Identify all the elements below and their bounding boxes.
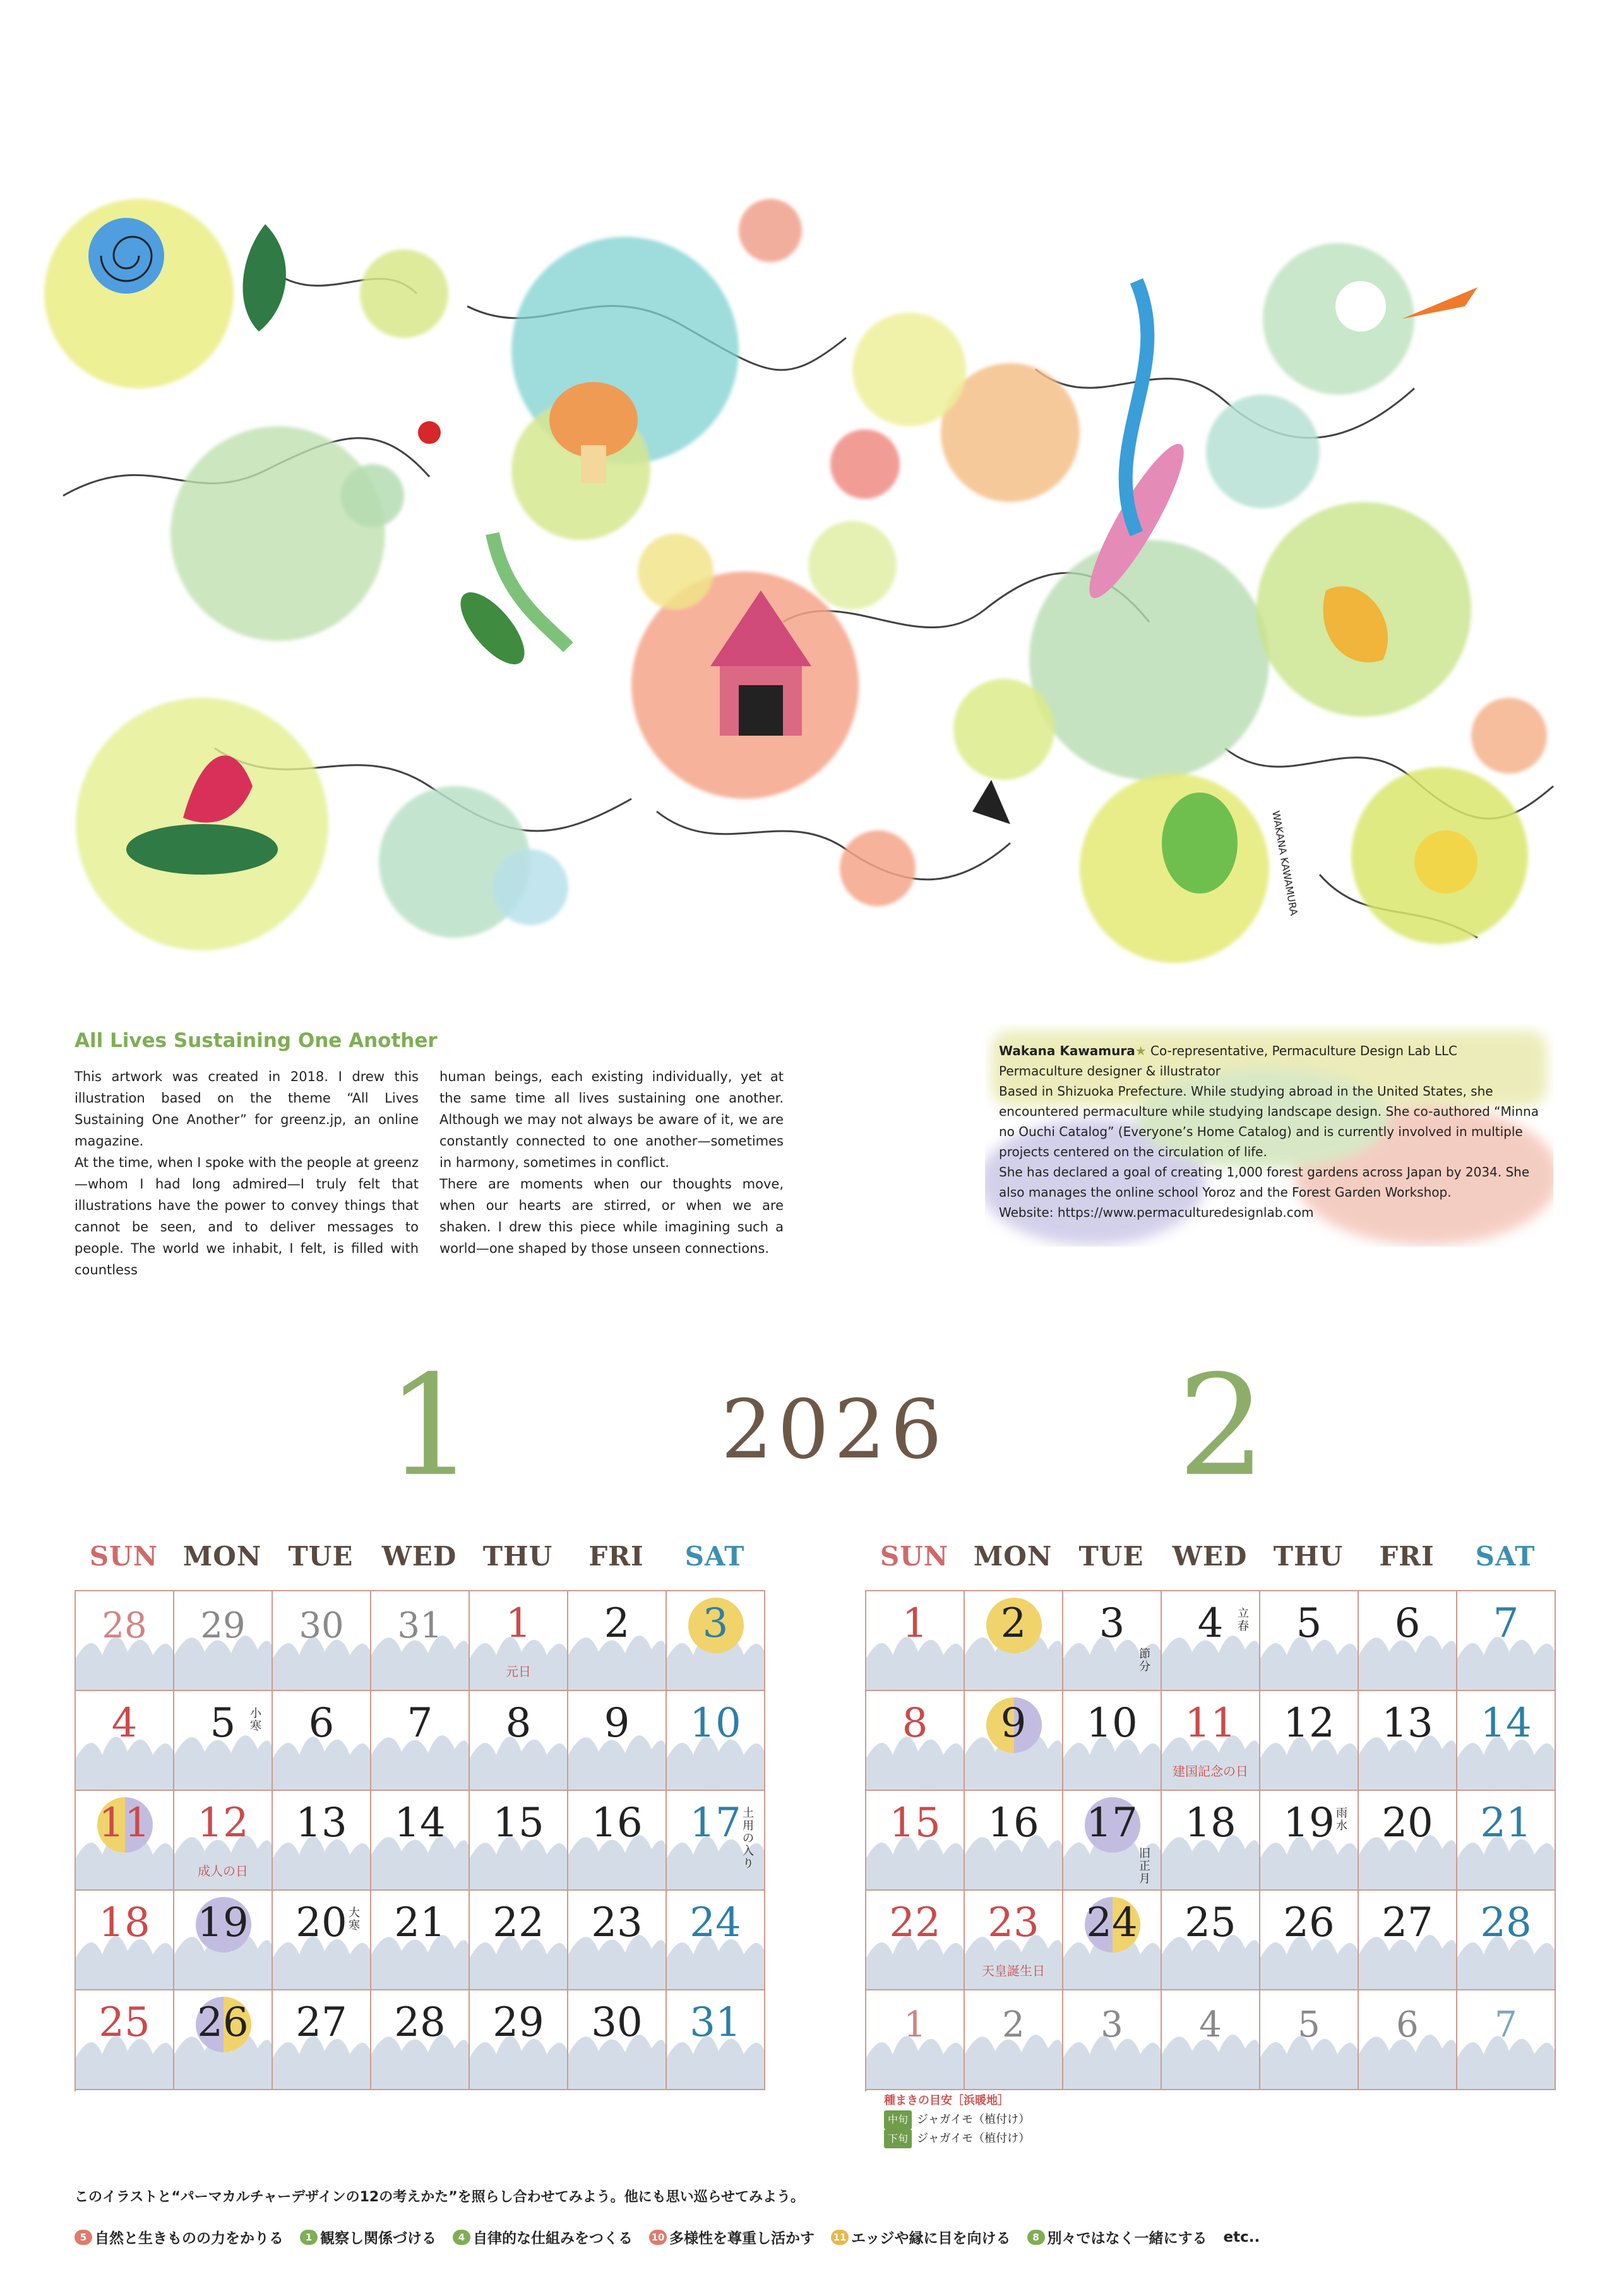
day-cell <box>273 1891 371 1990</box>
day-number: 31 <box>397 1605 443 1646</box>
day-number: 20 <box>1382 1800 1433 1846</box>
day-cell <box>1162 1591 1260 1691</box>
calendar-january <box>75 1541 764 2046</box>
day-cell <box>174 1591 273 1691</box>
seasonal-term-label: 小寒 <box>250 1707 261 1733</box>
author-goal: She has declared a goal of creating 1,000 forest gardens across Japan by 2034. She also manages the online school Yoroz and the Forest Garden Workshop. <box>999 1164 1530 1200</box>
weekday-sun: SUN <box>89 1541 158 1572</box>
weekday-sun: SUN <box>880 1541 949 1572</box>
seasonal-term-label: 雨水 <box>1336 1807 1347 1833</box>
weekday-header <box>75 1541 764 1579</box>
day-number: 4 <box>111 1700 138 1747</box>
seed-guide-title: 種まきの目安［浜暖地］ <box>884 2094 1009 2107</box>
weekday-sat: SAT <box>684 1541 745 1572</box>
day-cell <box>667 1990 765 2090</box>
seed-guide <box>884 2091 1030 2148</box>
day-cell <box>273 1591 371 1691</box>
day-number: 14 <box>1480 1700 1532 1747</box>
day-cell <box>667 1691 765 1791</box>
day-number: 7 <box>1493 1600 1519 1647</box>
principle-item <box>453 2227 633 2247</box>
author-name: Wakana Kawamura <box>999 1043 1135 1058</box>
day-number: 2 <box>1002 2004 1025 2045</box>
article-column-1 <box>75 1066 419 1281</box>
day-number: 6 <box>308 1700 335 1747</box>
weekday-thu: THU <box>1273 1541 1344 1572</box>
day-cell <box>1457 1990 1556 2090</box>
day-number: 29 <box>200 1605 246 1646</box>
day-number: 7 <box>407 1700 433 1747</box>
day-number: 31 <box>690 1999 741 2046</box>
day-number: 21 <box>1480 1800 1532 1846</box>
day-number: 19 <box>197 1899 249 1946</box>
weekday-header <box>865 1541 1555 1579</box>
day-cell <box>1162 1891 1260 1990</box>
day-number: 23 <box>591 1899 643 1946</box>
day-cell <box>667 1791 765 1891</box>
seasonal-term-label: 大寒 <box>349 1906 360 1932</box>
day-cell <box>667 1891 765 1990</box>
day-number: 22 <box>889 1899 941 1946</box>
day-cell <box>76 1691 174 1791</box>
principle-item <box>300 2227 436 2247</box>
day-number: 4 <box>1199 2004 1222 2045</box>
day-number: 1 <box>505 1600 532 1647</box>
day-number: 17 <box>1086 1800 1138 1846</box>
day-number: 8 <box>505 1700 532 1747</box>
day-cell <box>866 1891 965 1990</box>
svg-text:WAKANA KAWAMURA: WAKANA KAWAMURA <box>1270 810 1300 917</box>
principle-number-badge: 8 <box>1027 2230 1045 2245</box>
day-cell <box>1063 1891 1162 1990</box>
day-cell <box>174 1891 273 1990</box>
day-number: 15 <box>889 1800 941 1846</box>
day-number: 23 <box>988 1899 1039 1946</box>
holiday-label: 元日 <box>506 1664 531 1679</box>
seasonal-term-label: 旧正月 <box>1139 1847 1150 1886</box>
day-cell <box>470 1891 568 1990</box>
date-grid <box>865 1590 1556 2091</box>
day-cell <box>174 1791 273 1891</box>
day-cell <box>1260 1891 1359 1990</box>
principle-item <box>649 2227 815 2247</box>
author-role-2: Permaculture designer & illustrator <box>999 1063 1221 1079</box>
article-paragraph: human beings, each existing individually, yet at the same time all lives sustaining one another. Although we may not always be aware of it, we are constantly connected to one another—sometimes in harmony, sometimes in conflict. <box>439 1069 784 1170</box>
day-number: 13 <box>296 1800 347 1846</box>
day-cell <box>1457 1791 1556 1891</box>
day-number: 10 <box>1086 1700 1138 1747</box>
principle-item <box>1027 2227 1207 2247</box>
principle-item <box>1224 2227 1260 2247</box>
principle-number-badge: 10 <box>649 2230 667 2245</box>
day-cell <box>568 1591 667 1691</box>
weekday-mon: MON <box>973 1541 1053 1572</box>
day-number: 7 <box>1495 2004 1517 2045</box>
principle-item <box>75 2227 284 2247</box>
day-number: 28 <box>394 1999 446 2046</box>
principle-text: エッジや縁に目を向ける <box>851 2230 1011 2247</box>
day-number: 3 <box>1101 2004 1123 2045</box>
day-number: 30 <box>591 1999 643 2046</box>
author-bio <box>999 1041 1542 1223</box>
day-cell <box>1260 1990 1359 2090</box>
principle-number-badge: 11 <box>831 2230 849 2245</box>
weekday-thu: THU <box>482 1541 553 1572</box>
author-description: Based in Shizuoka Prefecture. While studying abroad in the United States, she encountered permaculture while studying landscape design. She co-authored “Minna no Ouchi Catalog” (Everyone’s Home Catalog) and is currently involved in multiple projects centered on the circulation of life. <box>999 1084 1539 1159</box>
holiday-label: 建国記念の日 <box>1173 1764 1248 1779</box>
day-cell <box>273 1791 371 1891</box>
day-number: 20 <box>296 1899 347 1946</box>
day-cell <box>174 1691 273 1791</box>
footer-prompt: このイラストと“パーマカルチャーデザインの12の考えかた”を照らし合わせてみよう。他にも思い巡らせてみよう。 <box>75 2189 805 2205</box>
weekday-wed: WED <box>1172 1541 1248 1572</box>
day-cell <box>1162 1691 1260 1791</box>
day-cell <box>470 1791 568 1891</box>
article-paragraph: At the time, when I spoke with the people at greenz—whom I had long admired—I truly felt that illustrations have the power to convey things that cannot be seen, and to deliver messages to people. The world we inhabit, I felt, is filled with countless <box>75 1155 419 1277</box>
author-website[interactable]: Website: https://www.permaculturedesignlab.com <box>999 1205 1314 1220</box>
day-cell <box>174 1990 273 2090</box>
day-cell <box>1162 1990 1260 2090</box>
day-number: 2 <box>1000 1600 1027 1647</box>
day-number: 16 <box>988 1800 1039 1846</box>
day-number: 26 <box>1283 1899 1335 1946</box>
principles-list <box>75 2227 1260 2247</box>
seed-item: ジャガイモ（植付け） <box>917 2132 1030 2145</box>
seasonal-term-label: 土用の入り <box>743 1807 754 1870</box>
day-number: 25 <box>1185 1899 1236 1946</box>
day-cell <box>1063 1990 1162 2090</box>
day-cell <box>1359 1791 1457 1891</box>
day-number: 11 <box>99 1800 150 1846</box>
year-heading: 2026 <box>721 1383 947 1477</box>
day-number: 26 <box>197 1999 249 2046</box>
weekday-tue: TUE <box>1078 1541 1144 1572</box>
article-column-2 <box>439 1066 784 1259</box>
day-cell <box>965 1591 1063 1691</box>
day-cell <box>76 1990 174 2090</box>
day-number: 30 <box>299 1605 344 1646</box>
calendar-february <box>865 1541 1555 2045</box>
day-cell <box>866 1791 965 1891</box>
day-number: 17 <box>690 1800 741 1846</box>
day-number: 27 <box>1382 1899 1433 1946</box>
weekday-fri: FRI <box>1379 1541 1435 1572</box>
day-number: 13 <box>1382 1700 1433 1747</box>
day-cell <box>1457 1591 1556 1691</box>
day-cell <box>965 1791 1063 1891</box>
day-cell <box>371 1691 470 1791</box>
day-number: 22 <box>493 1899 544 1946</box>
day-cell <box>866 1591 965 1691</box>
day-number: 28 <box>1480 1899 1532 1946</box>
day-number: 5 <box>210 1700 236 1747</box>
day-number: 1 <box>904 2004 926 2045</box>
day-cell <box>866 1990 965 2090</box>
day-cell <box>371 1990 470 2090</box>
day-cell <box>965 1990 1063 2090</box>
day-cell <box>568 1891 667 1990</box>
principle-number-badge: 4 <box>453 2230 470 2245</box>
principle-text: 自然と生きものの力をかりる <box>95 2230 284 2247</box>
day-number: 5 <box>1298 2004 1320 2045</box>
day-number: 6 <box>1394 1600 1421 1647</box>
principle-number-badge: 5 <box>75 2230 92 2245</box>
day-cell <box>1260 1791 1359 1891</box>
day-number: 16 <box>591 1800 643 1846</box>
day-number: 27 <box>296 1999 347 2046</box>
article-title: All Lives Sustaining One Another <box>75 1029 438 1052</box>
day-cell <box>273 1691 371 1791</box>
weekday-sat: SAT <box>1475 1541 1536 1572</box>
day-cell <box>1260 1591 1359 1691</box>
day-number: 6 <box>1396 2004 1419 2045</box>
day-cell <box>1359 1990 1457 2090</box>
day-number: 9 <box>1000 1700 1027 1747</box>
weekday-fri: FRI <box>588 1541 644 1572</box>
day-number: 24 <box>690 1899 741 1946</box>
illustration <box>25 180 1572 979</box>
day-number: 21 <box>394 1899 446 1946</box>
seasonal-term-label: 節分 <box>1139 1648 1150 1673</box>
day-cell <box>1457 1691 1556 1791</box>
day-cell <box>568 1791 667 1891</box>
day-number: 3 <box>702 1600 729 1647</box>
day-cell <box>1457 1891 1556 1990</box>
day-number: 8 <box>902 1700 928 1747</box>
day-number: 28 <box>102 1605 147 1646</box>
day-cell <box>470 1691 568 1791</box>
seed-badge-late: 下旬 <box>884 2129 912 2148</box>
day-cell <box>1063 1791 1162 1891</box>
day-cell <box>667 1591 765 1691</box>
day-number: 29 <box>493 1999 544 2046</box>
day-number: 11 <box>1185 1700 1236 1747</box>
day-number: 14 <box>394 1800 446 1846</box>
article-paragraph: This artwork was created in 2018. I drew this illustration based on the theme “All Lives Sustaining One Another” for greenz.jp, an online magazine. <box>75 1069 419 1149</box>
day-cell <box>568 1990 667 2090</box>
day-number: 2 <box>604 1600 630 1647</box>
seasonal-term-label: 立春 <box>1238 1607 1249 1633</box>
holiday-label: 成人の日 <box>198 1863 248 1879</box>
principle-text: 観察し関係づける <box>320 2230 436 2247</box>
day-cell <box>1162 1791 1260 1891</box>
day-cell <box>76 1891 174 1990</box>
principle-number-badge: 1 <box>300 2230 318 2245</box>
weekday-wed: WED <box>381 1541 457 1572</box>
day-number: 12 <box>1283 1700 1335 1747</box>
day-number: 3 <box>1099 1600 1125 1647</box>
day-number: 5 <box>1296 1600 1322 1647</box>
day-cell <box>1359 1591 1457 1691</box>
principle-text: 別々ではなく一緒にする <box>1047 2230 1207 2247</box>
principle-text: etc.. <box>1223 2228 1260 2246</box>
seed-item: ジャガイモ（植付け） <box>917 2113 1030 2126</box>
day-number: 19 <box>1283 1800 1335 1846</box>
day-number: 10 <box>690 1700 741 1747</box>
day-cell <box>371 1791 470 1891</box>
day-cell <box>273 1990 371 2090</box>
month-1-heading: 1 <box>386 1345 475 1507</box>
day-cell <box>1063 1591 1162 1691</box>
principle-text: 多様性を尊重し活かす <box>669 2230 815 2247</box>
day-cell <box>371 1591 470 1691</box>
weekday-tue: TUE <box>288 1541 354 1572</box>
day-number: 4 <box>1197 1600 1224 1647</box>
day-cell <box>76 1791 174 1891</box>
day-number: 12 <box>197 1800 249 1846</box>
month-2-heading: 2 <box>1178 1345 1266 1507</box>
holiday-label: 天皇誕生日 <box>982 1963 1045 1978</box>
day-cell <box>371 1891 470 1990</box>
day-cell <box>1260 1691 1359 1791</box>
article-paragraph: There are moments when our thoughts move, when our hearts are stirred, or when we are shaken. I drew this piece while imagining such a world—one shaped by those unseen connections. <box>439 1176 784 1256</box>
day-cell <box>1359 1691 1457 1791</box>
day-cell <box>76 1591 174 1691</box>
date-grid <box>75 1590 765 2091</box>
seed-badge-mid: 中旬 <box>884 2110 912 2129</box>
day-number: 15 <box>493 1800 544 1846</box>
principle-text: 自律的な仕組みをつくる <box>473 2230 633 2247</box>
day-number: 1 <box>902 1600 928 1647</box>
day-cell <box>965 1691 1063 1791</box>
day-number: 24 <box>1086 1899 1138 1946</box>
day-cell <box>866 1691 965 1791</box>
day-number: 18 <box>99 1899 150 1946</box>
weekday-mon: MON <box>182 1541 262 1572</box>
day-cell <box>470 1990 568 2090</box>
day-number: 9 <box>604 1700 630 1747</box>
principle-item <box>831 2227 1011 2247</box>
day-cell <box>568 1691 667 1791</box>
author-role: Co-representative, Permaculture Design Lab LLC <box>1146 1043 1458 1058</box>
day-cell <box>1063 1691 1162 1791</box>
day-cell <box>1359 1891 1457 1990</box>
day-cell <box>470 1591 568 1691</box>
star-icon: ★ <box>1135 1043 1147 1058</box>
day-cell <box>965 1891 1063 1990</box>
day-number: 25 <box>99 1999 150 2046</box>
day-number: 18 <box>1185 1800 1236 1846</box>
